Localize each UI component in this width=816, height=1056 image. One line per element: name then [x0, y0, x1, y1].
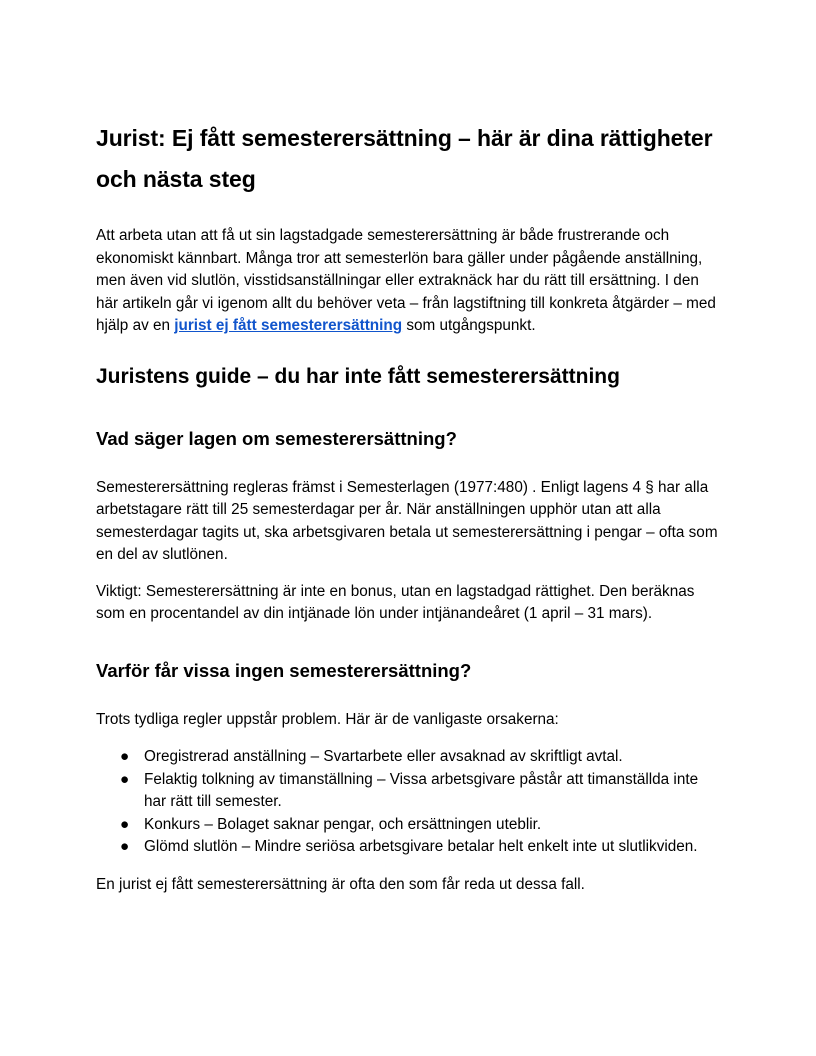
document-page [96, 118, 722, 896]
law-heading: Vad säger lagen om semesterersättning? [96, 427, 457, 449]
jurist-link[interactable]: jurist ej fått semesterersättning [174, 317, 403, 334]
closing-paragraph: En jurist ej fått semesterersättning är ofta den som får reda ut dessa fall. [96, 875, 585, 893]
reasons-list [96, 746, 722, 859]
bullet-icon: ● [120, 815, 130, 833]
law-paragraph-1: Semesterersättning regleras främst i Semesterlagen (1977:480) . Enligt lagens 4 § har alla arbetstagare rätt till 25 semesterdagar per år. När anställningen upphör utan att alla semesterdagar tagits ut, ska arbetsgivaren betala ut semesterersättning i pengar – ofta som en del av slutlönen. [96, 478, 718, 563]
reasons-intro: Trots tydliga regler uppstår problem. Här är de vanligaste orsakerna: [96, 710, 559, 728]
reasons-heading: Varför får vissa ingen semesterersättning? [96, 659, 472, 681]
intro-text-after-link: som utgångspunkt. [402, 317, 536, 334]
list-item [96, 769, 722, 814]
bullet-icon: ● [120, 770, 130, 788]
law-paragraph-2: Viktigt: Semesterersättning är inte en bonus, utan en lagstadgad rättighet. Den beräknas som en procentandel av din intjänade lön under intjänandeåret (1 april – 31 mars). [96, 582, 695, 622]
intro-paragraph [96, 225, 722, 338]
list-item-text: Konkurs – Bolaget saknar pengar, och ersättningen uteblir. [144, 815, 542, 833]
list-item [96, 814, 722, 837]
bullet-icon: ● [120, 838, 130, 855]
bullet-icon: ● [120, 748, 130, 765]
list-item-text: Glömd slutlön – Mindre seriösa arbetsgivare betalar helt enkelt inte ut slutlikviden. [144, 838, 698, 855]
list-item [96, 746, 722, 769]
list-item-text: Oregistrerad anställning – Svartarbete eller avsaknad av skriftligt avtal. [144, 748, 623, 765]
list-item [96, 836, 722, 859]
page-title: Jurist: Ej fått semesterersättning – här är dina rättigheter och nästa steg [96, 125, 713, 192]
intro-text-before-link: Att arbeta utan att få ut sin lagstadgade semesterersättning är både frustrerande och ekonomiskt kännbart. Många tror att semesterlön bara gäller under pågående anställning, men även vid slutlön, visstidsanställningar eller extraknäck har du rätt till ersättning. I den här artikeln går vi igenom allt du behöver veta – från lagstiftning till konkreta åtgärder – med hjälp av en [96, 227, 716, 334]
list-item-text: Felaktig tolkning av timanställning – Vissa arbetsgivare påstår att timanställda inte har rätt till semester. [144, 770, 699, 810]
section-heading: Juristens guide – du har inte fått semesterersättning [96, 364, 620, 388]
